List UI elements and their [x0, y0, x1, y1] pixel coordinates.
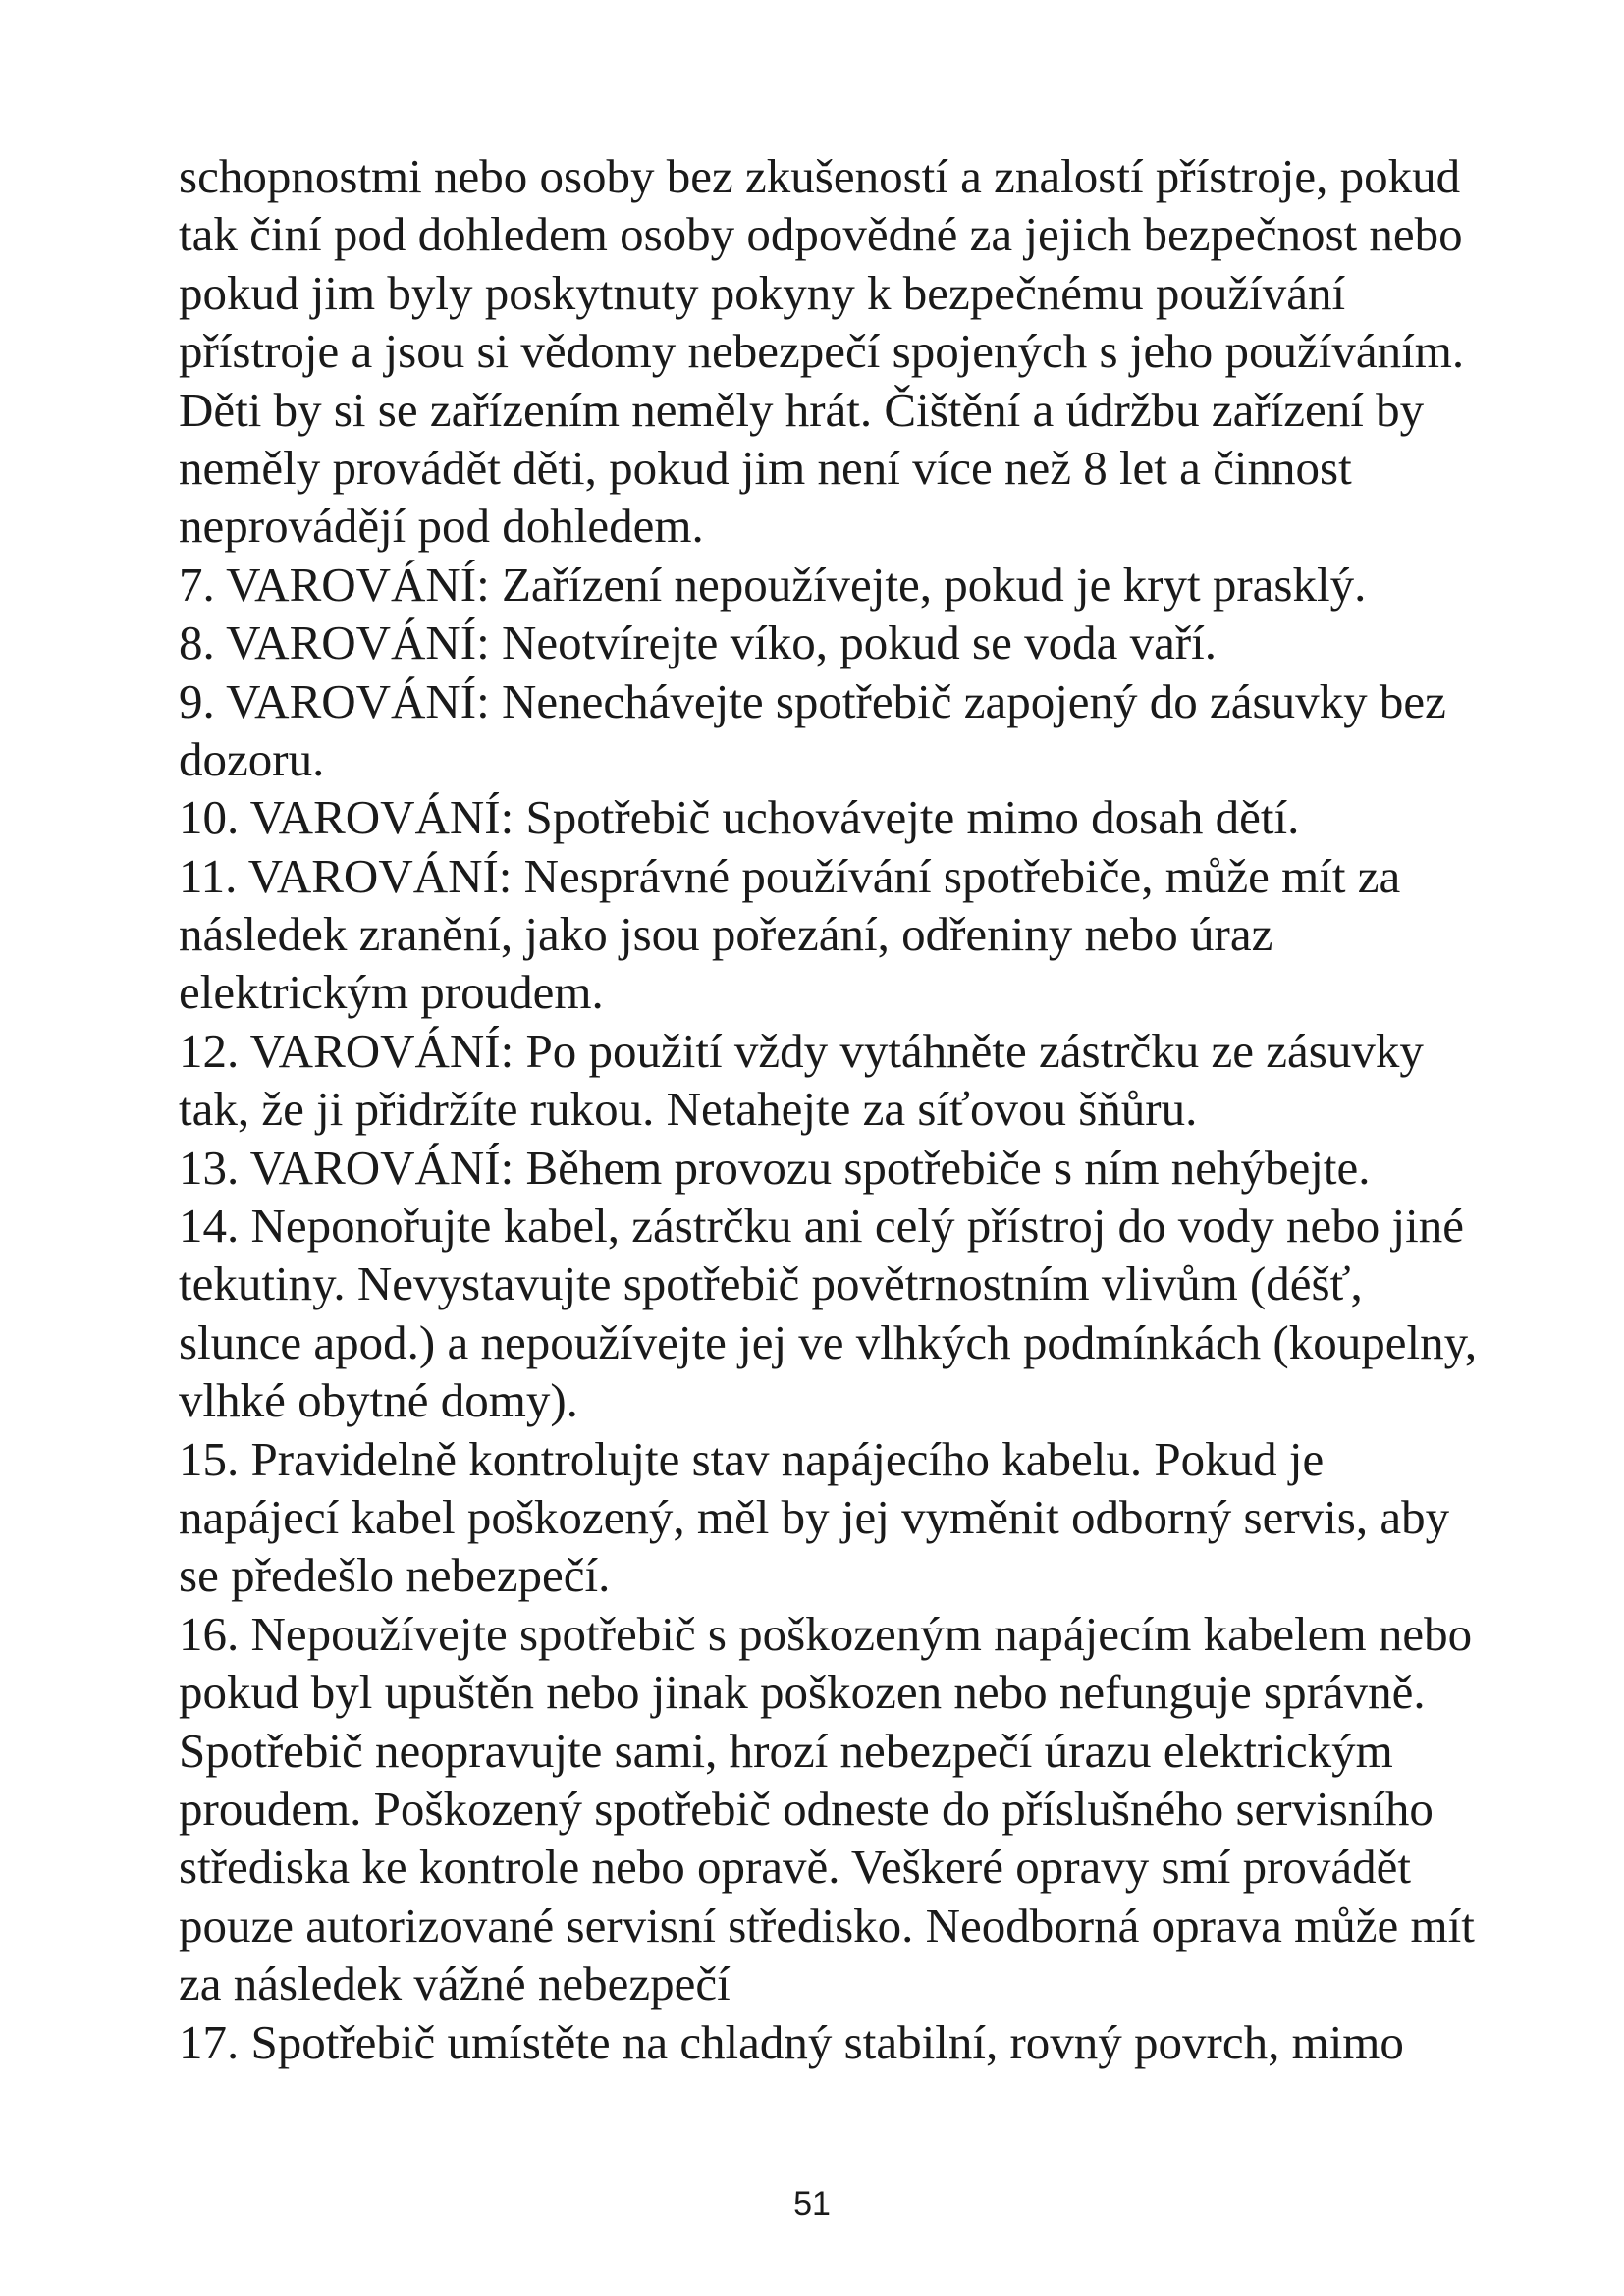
text-line: pokud jim byly poskytnuty pokyny k bezpečnému používání [179, 265, 1346, 320]
text-line: tak činí pod dohledem osoby odpovědné za jejich bezpečnost nebo [179, 207, 1463, 262]
text-line: 13. VAROVÁNÍ: Během provozu spotřebiče s ním nehýbejte. [179, 1140, 1371, 1195]
text-line: 8. VAROVÁNÍ: Neotvírejte víko, pokud se voda vaří. [179, 615, 1217, 670]
text-line: 14. Neponořujte kabel, zástrčku ani celý přístroj do vody nebo jiné [179, 1199, 1465, 1254]
text-line: proudem. Poškozený spotřebič odneste do příslušného servisního [179, 1781, 1434, 1836]
text-line: neprovádějí pod dohledem. [179, 499, 704, 554]
text-line: 12. VAROVÁNÍ: Po použití vždy vytáhněte zástrčku ze zásuvky [179, 1023, 1424, 1078]
text-line: 15. Pravidelně kontrolujte stav napájecího kabelu. Pokud je [179, 1431, 1325, 1486]
text-line: za následek vážné nebezpečí [179, 1956, 731, 2011]
text-line: tak, že ji přidržíte rukou. Netahejte za síťovou šňůru. [179, 1082, 1198, 1137]
text-line: 11. VAROVÁNÍ: Nesprávné používání spotřebiče, může mít za [179, 848, 1401, 903]
text-line: 10. VAROVÁNÍ: Spotřebič uchovávejte mimo dosah dětí. [179, 790, 1300, 845]
text-line: napájecí kabel poškozený, měl by jej vyměnit odborný servis, aby [179, 1489, 1450, 1544]
page-number: 51 [793, 2185, 831, 2222]
text-line: vlhké obytné domy). [179, 1373, 578, 1428]
text-line: slunce apod.) a nepoužívejte jej ve vlhkých podmínkách (koupelny, [179, 1314, 1478, 1369]
text-line: neměly provádět děti, pokud jim není více než 8 let a činnost [179, 440, 1352, 495]
text-line: dozoru. [179, 731, 325, 786]
text-line: Spotřebič neopravujte sami, hrozí nebezpečí úrazu elektrickým [179, 1723, 1393, 1778]
text-line: Děti by si se zařízením neměly hrát. Čištění a údržbu zařízení by [179, 382, 1425, 437]
text-line: pouze autorizované servisní středisko. Neodborná oprava může mít [179, 1897, 1475, 1952]
text-line: střediska ke kontrole nebo opravě. Veškeré opravy smí provádět [179, 1840, 1412, 1895]
text-line: tekutiny. Nevystavujte spotřebič povětrnostním vlivům (déšť, [179, 1256, 1363, 1311]
text-line: 9. VAROVÁNÍ: Nenechávejte spotřebič zapojený do zásuvky bez [179, 673, 1446, 728]
text-line: pokud byl upuštěn nebo jinak poškozen nebo nefunguje správně. [179, 1665, 1426, 1720]
text-line: následek zranění, jako jsou pořezání, odřeniny nebo úraz [179, 907, 1273, 962]
text-line: se předešlo nebezpečí. [179, 1548, 611, 1603]
text-line: elektrickým proudem. [179, 965, 604, 1020]
text-line: 7. VAROVÁNÍ: Zařízení nepoužívejte, pokud je kryt prasklý. [179, 557, 1367, 612]
body-text [179, 147, 1553, 2071]
text-line: schopnostmi nebo osoby bez zkušeností a znalostí přístroje, pokud [179, 149, 1461, 203]
text-line: přístroje a jsou si vědomy nebezpečí spojených s jeho používáním. [179, 324, 1465, 379]
text-line: 16. Nepoužívejte spotřebič s poškozeným napájecím kabelem nebo [179, 1606, 1473, 1661]
text-line: 17. Spotřebič umístěte na chladný stabilní, rovný povrch, mimo [179, 2014, 1404, 2069]
